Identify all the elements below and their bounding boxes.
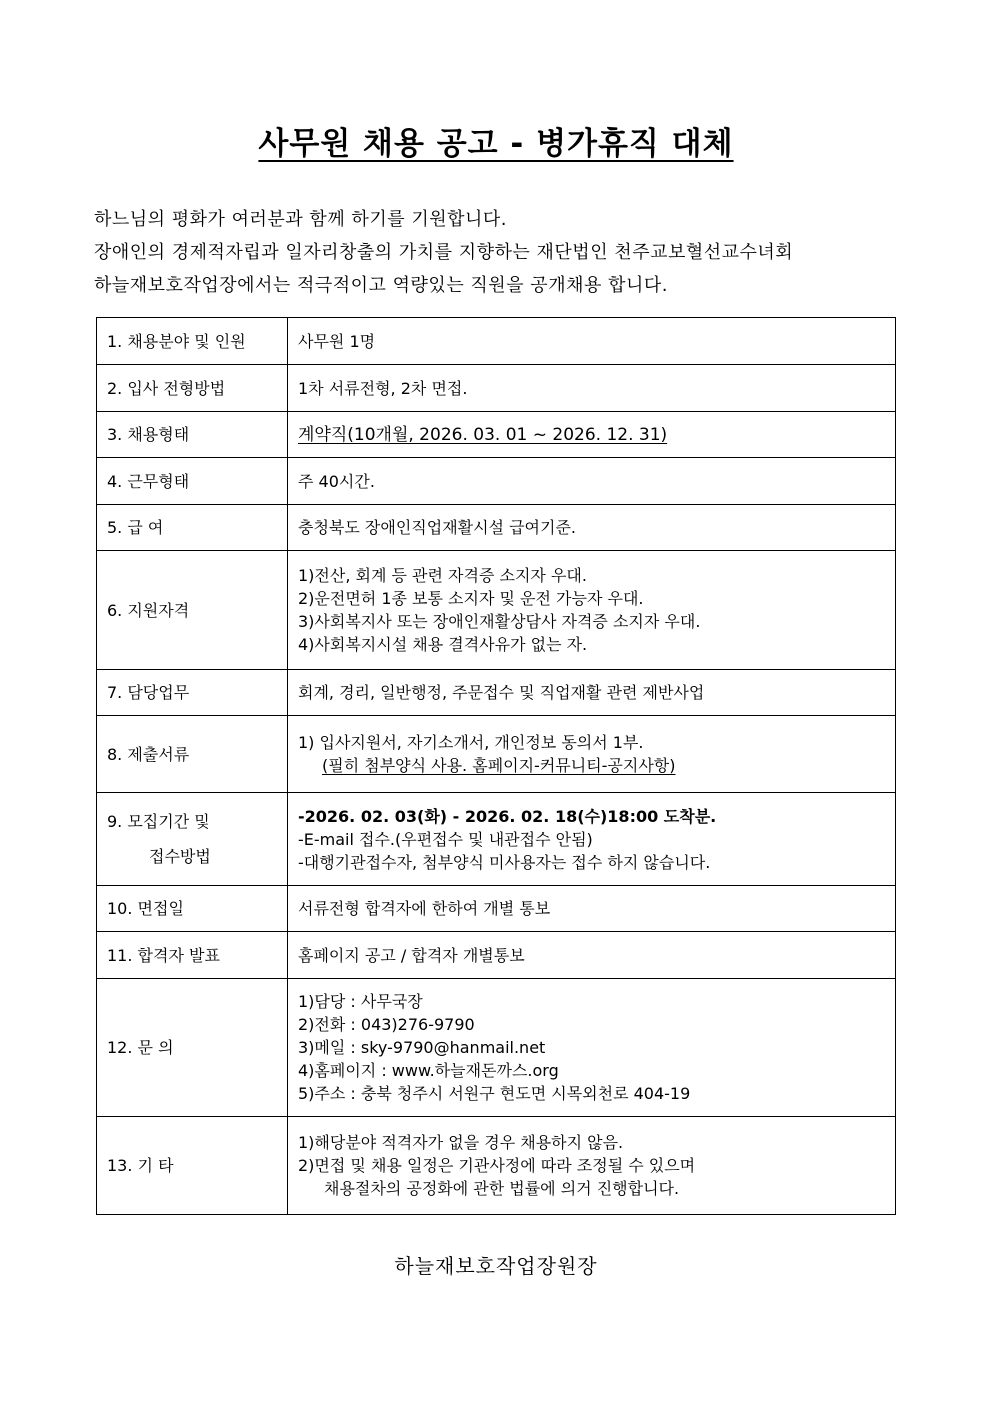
table-row	[97, 365, 896, 412]
row-value: 회계, 경리, 일반행정, 주문접수 및 직업재활 관련 제반사업	[288, 670, 896, 716]
row-value: 홈페이지 공고 / 합격자 개별통보	[288, 932, 896, 979]
row-value: 1차 서류전형, 2차 면접.	[288, 365, 896, 412]
row-label: 4. 근무형태	[97, 458, 288, 505]
row-label: 13. 기 타	[97, 1117, 288, 1215]
table-row	[97, 716, 896, 793]
row-label	[97, 793, 288, 886]
contact-item: 2)전화 : 043)276-9790	[298, 1015, 475, 1034]
intro-line: 하늘재보호작업장에서는 적극적이고 역량있는 직원을 공개채용 합니다.	[94, 275, 668, 296]
recruitment-table	[96, 317, 896, 1215]
table-row	[97, 505, 896, 551]
table-row	[97, 551, 896, 670]
intro-line: 장애인의 경제적자립과 일자리창출의 가치를 지향하는 재단법인 천주교보혈선교수녀회	[94, 242, 794, 263]
contact-item: 3)메일 : sky-9790@hanmail.net	[298, 1038, 546, 1057]
intro-paragraph	[94, 203, 904, 302]
table-row	[97, 979, 896, 1117]
table-row	[97, 318, 896, 365]
qualification-item: 2)운전면허 1종 보통 소지자 및 운전 가능자 우대.	[298, 589, 644, 608]
table-row	[97, 932, 896, 979]
page-title	[0, 118, 992, 163]
signature-line: 하늘재보호작업장원장	[394, 1254, 598, 1278]
row-value	[288, 793, 896, 886]
row-label-line: 접수방법	[149, 847, 211, 866]
application-method: -대행기관접수자, 첨부양식 미사용자는 접수 하지 않습니다.	[298, 852, 711, 872]
table-row	[97, 886, 896, 932]
row-value	[288, 551, 896, 670]
row-value: 사무원 1명	[288, 318, 896, 365]
application-period: -2026. 02. 03(화) - 2026. 02. 18(수)18:00 도착분.	[298, 806, 717, 826]
qualification-item: 3)사회복지사 또는 장애인재활상담사 자격증 소지자 우대.	[298, 612, 701, 631]
row-label: 3. 채용형태	[97, 412, 288, 458]
document-note: (필히 첨부양식 사용. 홈페이지-커뮤니티-공지사항)	[322, 756, 676, 775]
row-label: 2. 입사 전형방법	[97, 365, 288, 412]
row-value: 충청북도 장애인직업재활시설 급여기준.	[288, 505, 896, 551]
row-value: 서류전형 합격자에 한하여 개별 통보	[288, 886, 896, 932]
table-row	[97, 412, 896, 458]
page-title-text: 사무원 채용 공고 - 병가휴직 대체	[258, 126, 734, 162]
contract-period: 계약직(10개월, 2026. 03. 01 ~ 2026. 12. 31)	[298, 424, 668, 445]
row-value: 주 40시간.	[288, 458, 896, 505]
row-label: 8. 제출서류	[97, 716, 288, 793]
contact-item: 5)주소 : 충북 청주시 서원구 현도면 시목외천로 404-19	[298, 1084, 691, 1103]
row-label: 1. 채용분야 및 인원	[97, 318, 288, 365]
row-value	[288, 1117, 896, 1215]
document-item: 1) 입사지원서, 자기소개서, 개인정보 동의서 1부.	[298, 733, 644, 752]
row-label: 6. 지원자격	[97, 551, 288, 670]
table-row	[97, 458, 896, 505]
table-row	[97, 793, 896, 886]
misc-item: 2)면접 및 채용 일정은 기관사정에 따라 조정될 수 있으며	[298, 1156, 696, 1175]
contact-item: 1)담당 : 사무국장	[298, 992, 423, 1011]
row-label: 7. 담당업무	[97, 670, 288, 716]
table-row	[97, 670, 896, 716]
row-label: 12. 문 의	[97, 979, 288, 1117]
contact-item: 4)홈페이지 : www.하늘재돈까스.org	[298, 1061, 559, 1080]
qualification-item: 1)전산, 회계 등 관련 자격증 소지자 우대.	[298, 566, 587, 585]
misc-item: 채용절차의 공정화에 관한 법률에 의거 진행합니다.	[324, 1179, 680, 1198]
table-row	[97, 1117, 896, 1215]
row-value	[288, 979, 896, 1117]
intro-line: 하느님의 평화가 여러분과 함께 하기를 기원합니다.	[94, 209, 507, 230]
qualification-item: 4)사회복지시설 채용 결격사유가 없는 자.	[298, 635, 588, 654]
row-label: 10. 면접일	[97, 886, 288, 932]
row-label-line: 9. 모집기간 및	[107, 812, 210, 831]
misc-item: 1)해당분야 적격자가 없을 경우 채용하지 않음.	[298, 1133, 624, 1152]
row-label: 11. 합격자 발표	[97, 932, 288, 979]
row-value	[288, 716, 896, 793]
row-label: 5. 급 여	[97, 505, 288, 551]
row-value	[288, 412, 896, 458]
application-method: -E-mail 접수.(우편접수 및 내관접수 안됨)	[298, 829, 593, 849]
